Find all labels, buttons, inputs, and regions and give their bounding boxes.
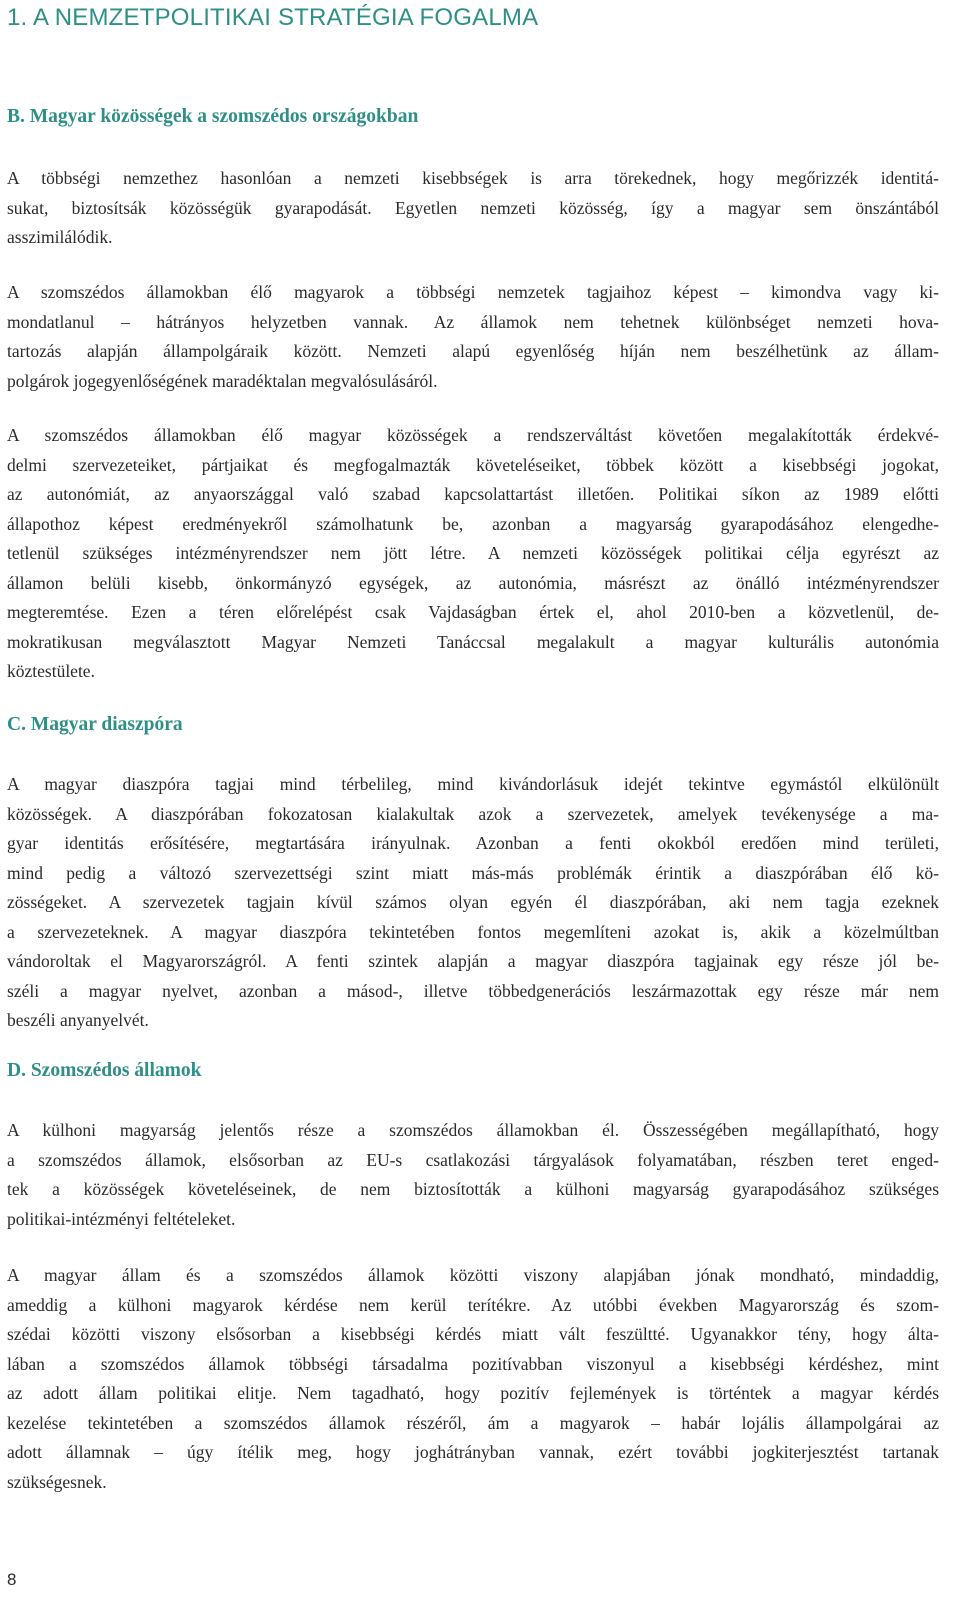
running-header: 1. A NEMZETPOLITIKAI STRATÉGIA FOGALMA — [7, 4, 539, 31]
paragraph-line: A magyar diaszpóra tagjai mind térbelileg, mind kivándorlásuk idejét tekintve egymástól elkülönült — [7, 774, 939, 794]
paragraph-line: A szomszédos államokban élő magyarok a többségi nemzetek tagjaihoz képest – kimondva vagy ki- — [7, 282, 939, 302]
paragraph-line: tartozás alapján állampolgáraik között. Nemzeti alapú egyenlőség híján nem beszélhetünk az állam- — [7, 341, 939, 361]
section-heading-c: C. Magyar diaszpóra — [7, 714, 183, 735]
paragraph-line: zösségeket. A szervezetek tagjain kívül számos olyan egyén él diaszpórában, aki nem tagja ezeknek — [7, 892, 939, 912]
paragraph-c1 — [7, 770, 939, 1036]
paragraph-line: mokratikusan megválasztott Magyar Nemzeti Tanáccsal megalakult a magyar kulturális autonómia — [7, 631, 939, 652]
paragraph-line: politikai-intézményi feltételeket. — [7, 1208, 236, 1229]
paragraph-line: a szomszédos államok, elsősorban az EU-s csatlakozási tárgyalások folyamatában, részben teret enged- — [7, 1149, 939, 1170]
section-heading-b: B. Magyar közösségek a szomszédos országokban — [7, 106, 419, 127]
paragraph-line: adott államnak – úgy ítélik meg, hogy joghátrányban vannak, ezért további jogkiterjesztést tartanak — [7, 1442, 939, 1462]
paragraph-b3 — [7, 421, 939, 687]
paragraph-line: mondatlanul – hátrányos helyzetben vannak. Az államok nem tehetnek különbséget nemzeti hova- — [7, 311, 939, 332]
paragraph-line: vándoroltak el Magyarországról. A fenti szintek alapján a magyar diaszpóra tagjainak egy része jól be- — [7, 951, 939, 971]
section-heading-d: D. Szomszédos államok — [7, 1060, 202, 1081]
paragraph-line: A szomszédos államokban élő magyar közösségek a rendszerváltást követően megalakították érdekvé- — [7, 425, 939, 445]
paragraph-line: ameddig a külhoni magyarok kérdése nem kerül terítékre. Az utóbbi években Magyarország és szom- — [7, 1294, 939, 1315]
paragraph-d1 — [7, 1116, 939, 1234]
paragraph-line: tek a közösségek követeléseinek, de nem biztosították a külhoni magyarság gyarapodásához szükséges — [7, 1179, 939, 1199]
paragraph-line: megteremtése. Ezen a téren előrelépést csak Vajdaságban értek el, ahol 2010-ben a közvetlenül, de- — [7, 602, 939, 622]
paragraph-line: A külhoni magyarság jelentős része a szomszédos államokban él. Összességében megállapítható, hogy — [7, 1120, 939, 1140]
paragraph-line: köztestülete. — [7, 661, 95, 681]
paragraph-line: államon belüli kisebb, önkormányzó egységek, az autonómia, másrészt az önálló intézményrendszer — [7, 572, 939, 593]
paragraph-line: az autonómiát, az anyaországgal való szabad kapcsolattartást illetően. Politikai síkon az 1989 előtti — [7, 484, 939, 504]
paragraph-line: állapothoz képest eredményekről számolhatunk be, azonban a magyarság gyarapodásához elengedhe- — [7, 513, 939, 534]
paragraph-line: beszéli anyanyelvét. — [7, 1010, 149, 1030]
paragraph-b2 — [7, 278, 939, 396]
paragraph-line: delmi szervezeteiket, pártjaikat és megfogalmazták követeléseiket, többek között a kisebbségi jogokat, — [7, 454, 939, 475]
paragraph-line: a szervezeteknek. A magyar diaszpóra tekintetében fontos megemlíteni azokat is, akik a közelmúltban — [7, 921, 939, 942]
paragraph-line: A többségi nemzethez hasonlóan a nemzeti kisebbségek is arra törekednek, hogy megőrizzék identitá- — [7, 168, 939, 188]
paragraph-d2 — [7, 1261, 939, 1497]
paragraph-line: az adott állam politikai elitje. Nem tagadható, hogy pozitív fejlemények is történtek a magyar kérdés — [7, 1383, 939, 1403]
paragraph-line: kezelése tekintetében a szomszédos államok részéről, ám a magyarok – habár lojális állampolgárai az — [7, 1412, 939, 1433]
paragraph-line: szédai közötti viszony elsősorban a kisebbségi kérdés miatt vált feszültté. Ugyanakkor tény, hogy álta- — [7, 1324, 939, 1344]
paragraph-line: szükségesnek. — [7, 1471, 107, 1492]
paragraph-line: tetlenül szükséges intézményrendszer nem jött létre. A nemzeti közösségek politikai célja egyrészt az — [7, 543, 939, 563]
paragraph-line: sukat, biztosítsák közösségük gyarapodását. Egyetlen nemzeti közösség, így a magyar sem önszántából — [7, 197, 939, 218]
paragraph-line: közösségek. A diaszpórában fokozatosan kialakultak azok a szervezetek, amelyek tevékenysége a ma- — [7, 803, 939, 824]
paragraph-line: polgárok jogegyenlőségének maradéktalan megvalósulásáról. — [7, 370, 438, 391]
paragraph-line: asszimilálódik. — [7, 227, 113, 247]
paragraph-line: gyar identitás erősítésére, megtartására irányulnak. Azonban a fenti okokból eredően mind területi, — [7, 833, 939, 853]
paragraph-line: A magyar állam és a szomszédos államok közötti viszony alapjában jónak mondható, mindaddig, — [7, 1265, 939, 1285]
paragraph-line: mind pedig a változó szervezettségi szint miatt más-más problémák érintik a diaszpórában élő kö- — [7, 862, 939, 883]
page-number: 8 — [7, 1570, 17, 1589]
paragraph-line: lában a szomszédos államok többségi társadalma pozitívabban viszonyul a kisebbségi kérdéshez, mint — [7, 1353, 939, 1374]
paragraph-b1 — [7, 164, 939, 253]
paragraph-line: széli a magyar nyelvet, azonban a másod-, illetve többedgenerációs leszármazottak egy része már nem — [7, 980, 939, 1001]
